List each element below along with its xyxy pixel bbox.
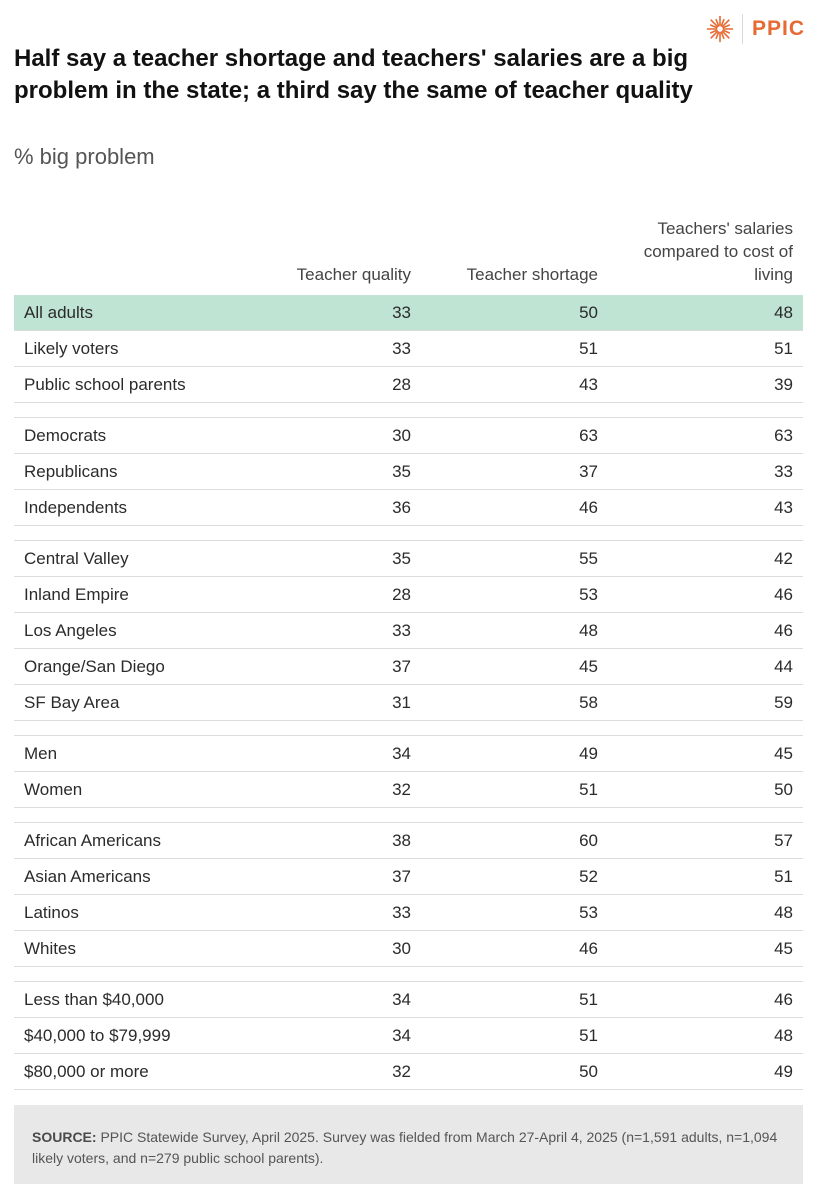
row-label: Women — [24, 780, 83, 799]
cell-teacher-quality: 28 — [392, 375, 411, 394]
table-row-80-000-or-more — [14, 1053, 803, 1089]
row-label: Latinos — [24, 903, 79, 922]
row-group — [14, 823, 803, 967]
row-group — [14, 418, 803, 526]
cell-teacher-salaries: 33 — [774, 462, 793, 481]
row-label: Inland Empire — [24, 585, 129, 604]
cell-teacher-shortage: 51 — [579, 780, 598, 799]
row-group — [14, 736, 803, 808]
row-label: $40,000 to $79,999 — [24, 1026, 171, 1045]
table-row-public-school-parents — [14, 366, 803, 402]
cell-teacher-salaries: 51 — [774, 867, 793, 886]
cell-teacher-shortage: 49 — [579, 744, 598, 763]
cell-teacher-quality: 35 — [392, 549, 411, 568]
row-label: Whites — [24, 939, 76, 958]
cell-teacher-salaries: 46 — [774, 990, 793, 1009]
ppic-sunburst-icon — [706, 15, 734, 43]
cell-teacher-salaries: 45 — [774, 744, 793, 763]
cell-teacher-shortage: 63 — [579, 426, 598, 445]
row-label: Men — [24, 744, 58, 763]
cell-teacher-quality: 33 — [392, 903, 411, 922]
table-row-latinos — [14, 894, 803, 930]
cell-teacher-quality: 33 — [392, 303, 411, 322]
cell-teacher-salaries: 46 — [774, 621, 793, 640]
cell-teacher-salaries: 45 — [774, 939, 793, 958]
cell-teacher-shortage: 52 — [579, 867, 598, 886]
cell-teacher-quality: 28 — [392, 585, 411, 604]
table-row-inland-empire — [14, 576, 803, 612]
cell-teacher-quality: 34 — [392, 1026, 411, 1045]
cell-teacher-salaries: 49 — [774, 1062, 793, 1081]
column-header-teacher-quality: Teacher quality — [296, 265, 411, 284]
row-label: Less than $40,000 — [24, 990, 164, 1009]
table-header — [14, 218, 803, 286]
data-table — [14, 295, 803, 1090]
cell-teacher-salaries: 46 — [774, 585, 793, 604]
table-row-democrats — [14, 418, 803, 453]
cell-teacher-salaries: 42 — [774, 549, 793, 568]
cell-teacher-quality: 35 — [392, 462, 411, 481]
group-separator — [14, 403, 803, 418]
table-row-all-adults — [14, 295, 803, 330]
row-group — [14, 295, 803, 403]
cell-teacher-shortage: 51 — [579, 990, 598, 1009]
cell-teacher-quality: 31 — [392, 693, 411, 712]
cell-teacher-shortage: 48 — [579, 621, 598, 640]
ppic-logo — [706, 12, 805, 46]
table-row-african-americans — [14, 823, 803, 858]
group-separator — [14, 808, 803, 823]
table-row-los-angeles — [14, 612, 803, 648]
table-row-republicans — [14, 453, 803, 489]
row-label: Democrats — [24, 426, 107, 445]
table-row-likely-voters — [14, 330, 803, 366]
row-label: Los Angeles — [24, 621, 117, 640]
row-label: Public school parents — [24, 375, 186, 394]
cell-teacher-quality: 37 — [392, 657, 411, 676]
cell-teacher-shortage: 50 — [579, 303, 598, 322]
row-label: Orange/San Diego — [24, 657, 165, 676]
cell-teacher-shortage: 45 — [579, 657, 598, 676]
cell-teacher-quality: 38 — [392, 831, 411, 850]
cell-teacher-quality: 34 — [392, 744, 411, 763]
group-separator — [14, 721, 803, 736]
row-label: Independents — [24, 498, 128, 517]
cell-teacher-shortage: 37 — [579, 462, 598, 481]
cell-teacher-shortage: 55 — [579, 549, 598, 568]
row-group — [14, 982, 803, 1090]
cell-teacher-shortage: 46 — [579, 939, 598, 958]
cell-teacher-salaries: 48 — [774, 303, 793, 322]
cell-teacher-quality: 32 — [392, 1062, 411, 1081]
cell-teacher-quality: 33 — [392, 339, 411, 358]
cell-teacher-shortage: 60 — [579, 831, 598, 850]
cell-teacher-salaries: 44 — [774, 657, 793, 676]
chart-title: Half say a teacher shortage and teachers' salaries are a big problem in the state; a third say the same of teacher quality — [14, 45, 693, 104]
row-label: All adults — [24, 303, 93, 322]
cell-teacher-salaries: 63 — [774, 426, 793, 445]
table-row-orange-san-diego — [14, 648, 803, 684]
source-note — [14, 1105, 803, 1184]
row-label: $80,000 or more — [24, 1062, 149, 1081]
table-row-central-valley — [14, 541, 803, 576]
cell-teacher-shortage: 51 — [579, 1026, 598, 1045]
brand-name: PPIC — [751, 17, 805, 40]
table-row-independents — [14, 489, 803, 525]
cell-teacher-shortage: 53 — [579, 585, 598, 604]
column-header-teacher-shortage: Teacher shortage — [466, 265, 598, 284]
source-text: PPIC Statewide Survey, April 2025. Survey was fielded from March 27-April 4, 2025 (n=1,591 adults, n=1,094 likely voters, and n=279 public school parents). — [32, 1129, 778, 1166]
table-row-whites — [14, 930, 803, 966]
table-row-women — [14, 771, 803, 807]
cell-teacher-shortage: 53 — [579, 903, 598, 922]
cell-teacher-shortage: 43 — [579, 375, 598, 394]
table-row-men — [14, 736, 803, 771]
group-separator — [14, 967, 803, 982]
column-header-teacher-salaries: Teachers' salaries compared to cost of living — [643, 219, 793, 284]
cell-teacher-quality: 30 — [392, 939, 411, 958]
cell-teacher-shortage: 46 — [579, 498, 598, 517]
row-label: African Americans — [24, 831, 161, 850]
cell-teacher-salaries: 51 — [774, 339, 793, 358]
cell-teacher-salaries: 48 — [774, 1026, 793, 1045]
logo-divider — [742, 14, 743, 44]
cell-teacher-salaries: 59 — [774, 693, 793, 712]
table-row-sf-bay-area — [14, 684, 803, 720]
cell-teacher-salaries: 39 — [774, 375, 793, 394]
cell-teacher-salaries: 57 — [774, 831, 793, 850]
cell-teacher-shortage: 51 — [579, 339, 598, 358]
row-label: Asian Americans — [24, 867, 151, 886]
cell-teacher-salaries: 48 — [774, 903, 793, 922]
row-label: Central Valley — [24, 549, 129, 568]
cell-teacher-shortage: 58 — [579, 693, 598, 712]
cell-teacher-quality: 36 — [392, 498, 411, 517]
cell-teacher-quality: 33 — [392, 621, 411, 640]
cell-teacher-quality: 37 — [392, 867, 411, 886]
row-group — [14, 541, 803, 721]
cell-teacher-quality: 34 — [392, 990, 411, 1009]
cell-teacher-shortage: 50 — [579, 1062, 598, 1081]
table-row-less-than-40-000 — [14, 982, 803, 1017]
cell-teacher-quality: 30 — [392, 426, 411, 445]
row-label: Likely voters — [24, 339, 119, 358]
row-label: SF Bay Area — [24, 693, 120, 712]
chart-subtitle: % big problem — [14, 144, 155, 169]
table-row-asian-americans — [14, 858, 803, 894]
row-label: Republicans — [24, 462, 118, 481]
group-separator — [14, 526, 803, 541]
cell-teacher-quality: 32 — [392, 780, 411, 799]
table-row-40-000-to-79-999 — [14, 1017, 803, 1053]
source-label: SOURCE: — [32, 1129, 97, 1145]
cell-teacher-salaries: 43 — [774, 498, 793, 517]
cell-teacher-salaries: 50 — [774, 780, 793, 799]
